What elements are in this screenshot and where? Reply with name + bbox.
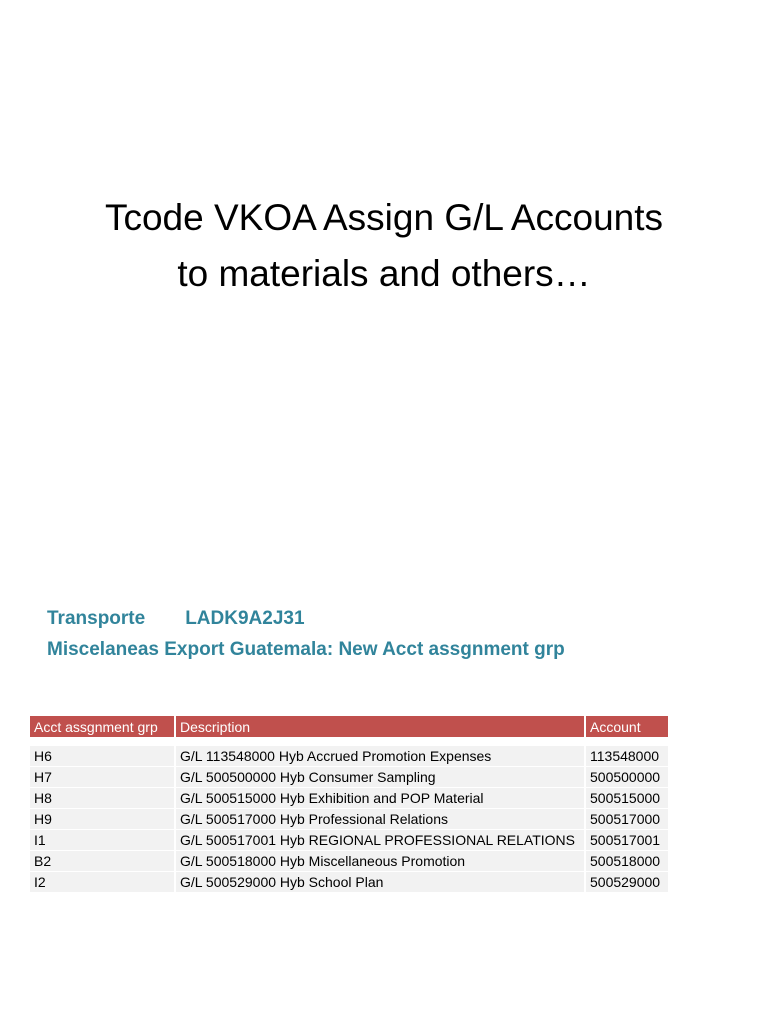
cell-grp: I1 [30, 830, 174, 851]
transport-code: LADK9A2J31 [185, 608, 305, 629]
table-row [30, 830, 668, 851]
slide-title-line-2: to materials and others… [177, 253, 591, 294]
gl-account-table [30, 716, 668, 893]
cell-description: G/L 500518000 Hyb Miscellaneous Promotion [176, 851, 584, 872]
table-row [30, 809, 668, 830]
cell-description: G/L 113548000 Hyb Accrued Promotion Expenses [176, 746, 584, 767]
cell-grp: H7 [30, 767, 174, 788]
table-row [30, 788, 668, 809]
cell-grp: I2 [30, 872, 174, 893]
cell-account: 500515000 [586, 788, 668, 809]
transport-label: Transporte [47, 608, 146, 629]
cell-description: G/L 500529000 Hyb School Plan [176, 872, 584, 893]
header-description: Description [176, 716, 584, 737]
subtitle-block [47, 603, 565, 665]
cell-description: G/L 500515000 Hyb Exhibition and POP Material [176, 788, 584, 809]
table-row [30, 851, 668, 872]
table-row [30, 767, 668, 788]
table-spacer [30, 737, 668, 746]
slide-title-line-1: Tcode VKOA Assign G/L Accounts [104, 197, 664, 238]
cell-account: 113548000 [586, 746, 668, 767]
table-row [30, 746, 668, 767]
cell-account: 500518000 [586, 851, 668, 872]
cell-grp: H8 [30, 788, 174, 809]
header-acct-assignment-grp: Acct assgnment grp [30, 716, 174, 737]
subtitle-description: Miscelaneas Export Guatemala: New Acct assgnment grp [47, 639, 565, 660]
table-header-row [30, 716, 668, 737]
cell-account: 500529000 [586, 872, 668, 893]
cell-grp: H6 [30, 746, 174, 767]
transport-line [47, 603, 565, 634]
cell-grp: H9 [30, 809, 174, 830]
cell-grp: B2 [30, 851, 174, 872]
cell-description: G/L 500517001 Hyb REGIONAL PROFESSIONAL RELATIONS [176, 830, 584, 851]
slide-title [0, 190, 768, 302]
cell-account: 500517001 [586, 830, 668, 851]
cell-description: G/L 500517000 Hyb Professional Relations [176, 809, 584, 830]
cell-description: G/L 500500000 Hyb Consumer Sampling [176, 767, 584, 788]
table-row [30, 872, 668, 893]
header-account: Account [586, 716, 668, 737]
cell-account: 500517000 [586, 809, 668, 830]
cell-account: 500500000 [586, 767, 668, 788]
